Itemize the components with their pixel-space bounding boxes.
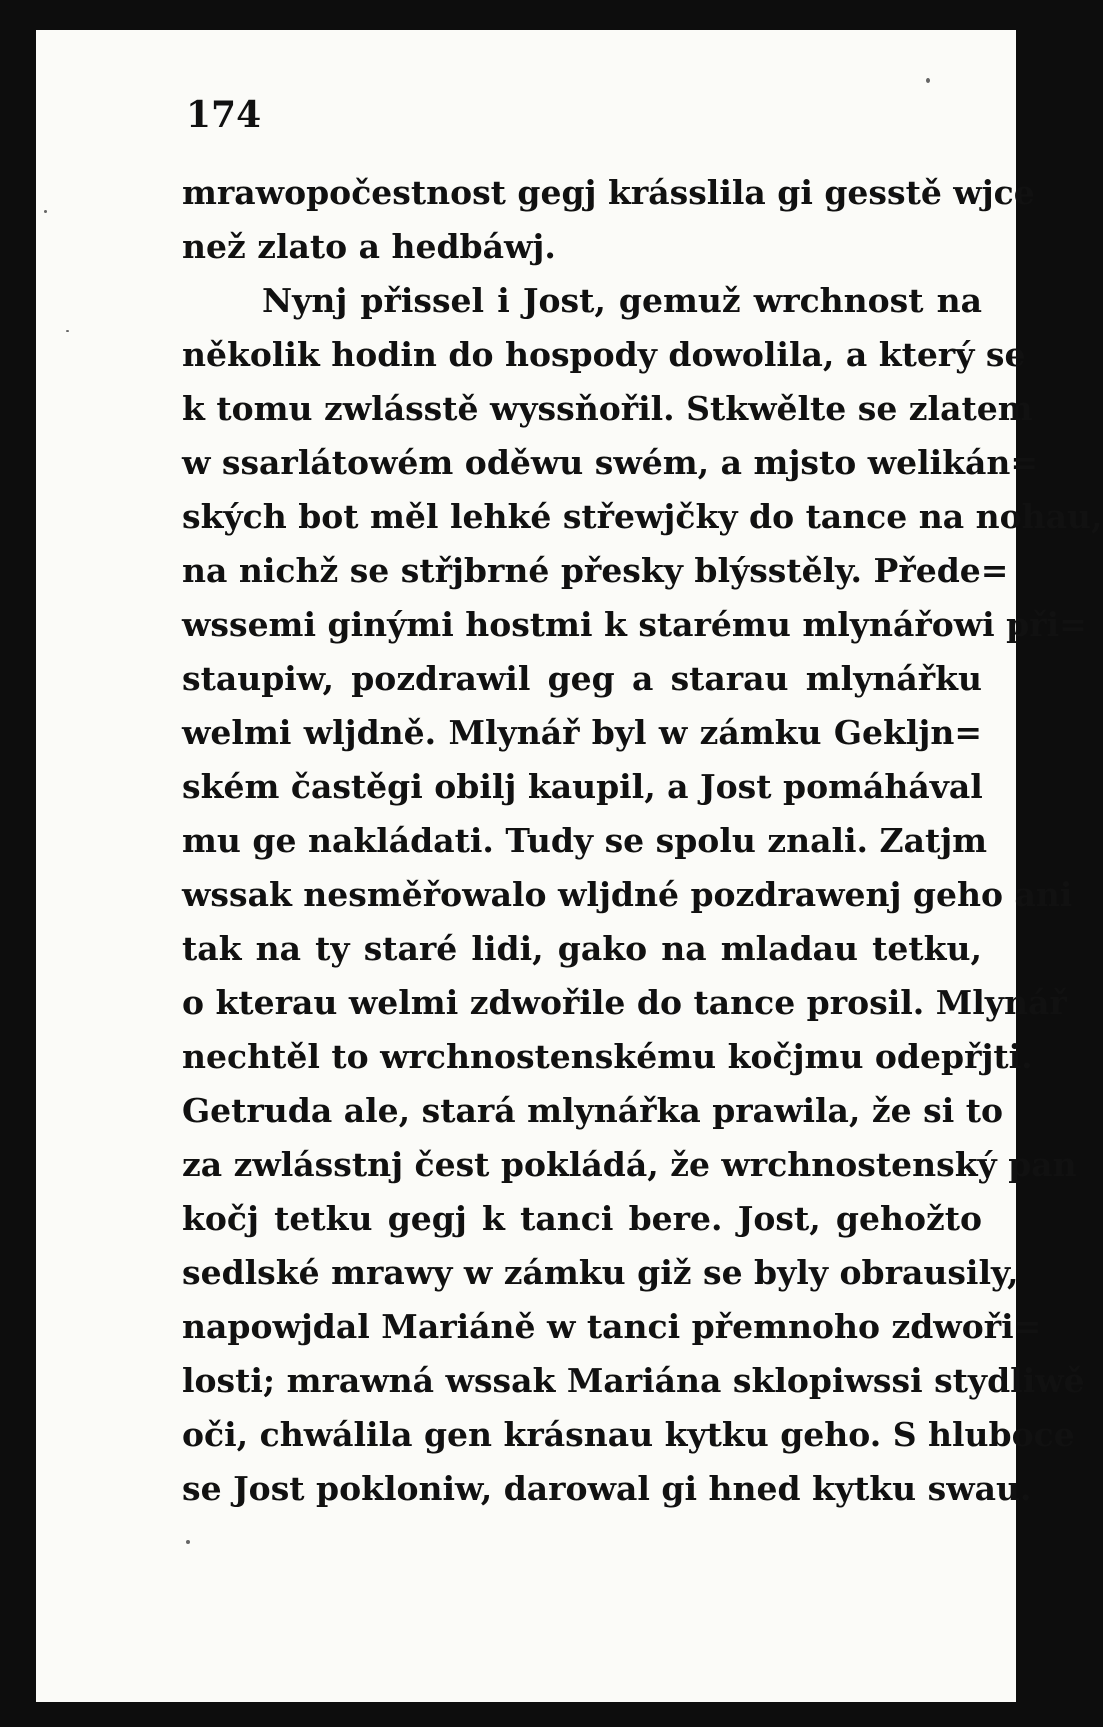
text-line: wssemi ginými hostmi k starému mlynářowi při= bbox=[182, 605, 1087, 644]
text-line: tak na ty staré lidi, gako na mladau tetku, bbox=[182, 929, 982, 968]
text-line: mrawopočestnost gegj krásslila gi gesstě wjce bbox=[182, 173, 1035, 212]
text-line: Getruda ale, stará mlynářka prawila, že si to bbox=[182, 1091, 1003, 1130]
text-line: staupiw, pozdrawil geg a starau mlynářku bbox=[182, 659, 982, 698]
text-line: losti; mrawná wssak Mariána sklopiwssi stydliwě bbox=[182, 1361, 1085, 1400]
text-line: wssak nesměřowalo wljdné pozdrawenj geho ani bbox=[182, 875, 1073, 914]
text-line: se Jost pokloniw, darowal gi hned kytku swau. bbox=[182, 1469, 1032, 1508]
text-line: w ssarlátowém oděwu swém, a mjsto welikán= bbox=[182, 443, 1039, 482]
text-line: mu ge nakládati. Tudy se spolu znali. Zatjm bbox=[182, 821, 988, 860]
body-text bbox=[182, 166, 1103, 1516]
text-line: nechtěl to wrchnostenskému kočjmu odepřjti. bbox=[182, 1037, 1033, 1076]
page-number: 174 bbox=[186, 94, 262, 136]
text-line: ských bot měl lehké střewjčky do tance na nohau, bbox=[182, 497, 1103, 536]
text-line: za zwlásstnj čest pokládá, že wrchnostenský pan bbox=[182, 1145, 1077, 1184]
text-line: k tomu zwlásstě wyssňořil. Stkwělte se zlatem bbox=[182, 389, 1033, 428]
text-line: několik hodin do hospody dowolila, a který se bbox=[182, 335, 1026, 374]
text-line: ském častěgi obilj kaupil, a Jost pomáhával bbox=[182, 767, 983, 806]
text-line: než zlato a hedbáwj. bbox=[182, 227, 556, 266]
text-line: napowjdal Mariáně w tanci přemnoho zdwoři= bbox=[182, 1307, 1042, 1346]
text-line: welmi wljdně. Mlynář byl w zámku Gekljn= bbox=[182, 713, 982, 752]
text-line: oči, chwálila gen krásnau kytku geho. S hluboce bbox=[182, 1415, 1075, 1454]
text-line: na nichž se střjbrné přesky blýsstěly. Přede= bbox=[182, 551, 1009, 590]
text-line: Nynj přissel i Jost, gemuž wrchnost na bbox=[262, 281, 982, 320]
text-line: kočj tetku gegj k tanci bere. Jost, gehožto bbox=[182, 1199, 982, 1238]
book-page bbox=[36, 30, 1103, 1702]
text-line: o kterau welmi zdwořile do tance prosil. Mlynář bbox=[182, 983, 1067, 1022]
text-line: sedlské mrawy w zámku giž se byly obrausily, bbox=[182, 1253, 1019, 1292]
